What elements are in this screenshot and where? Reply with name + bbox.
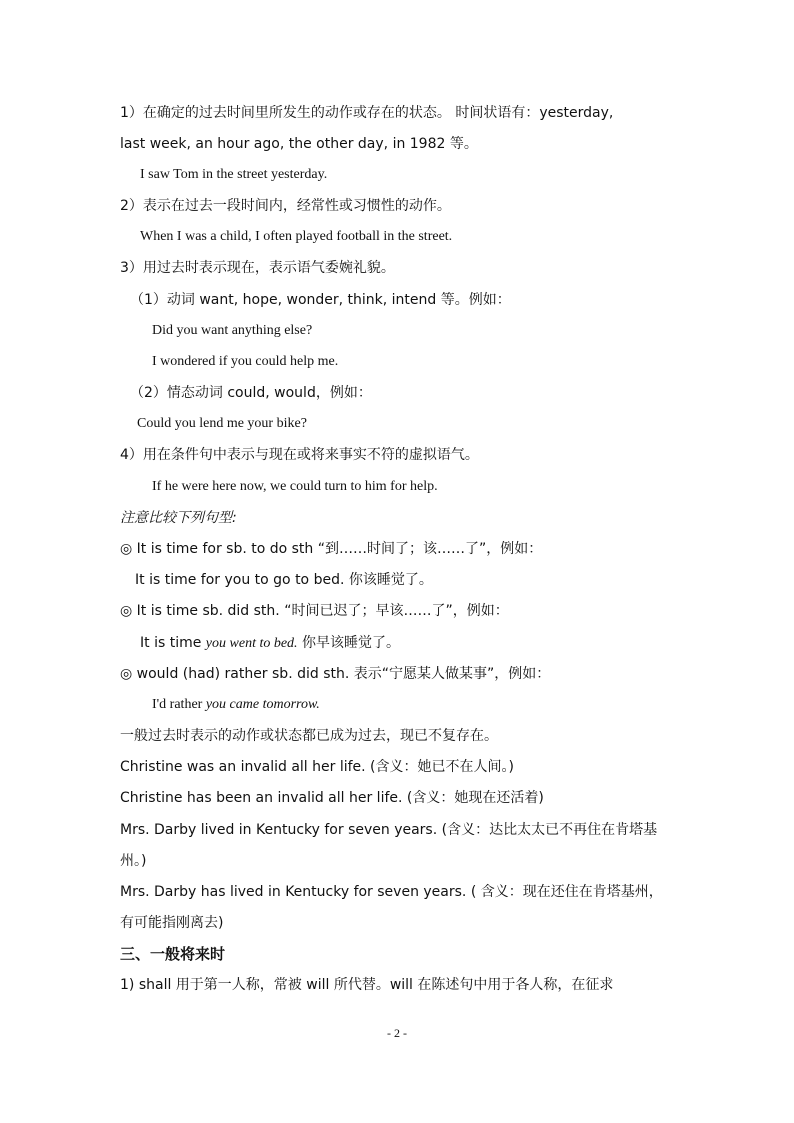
example-sentence: I saw Tom in the street yesterday. [140,167,328,182]
example-sentence: Did you want anything else? [152,323,313,338]
section-heading: 三、一般将来时 [120,945,226,963]
note-heading: 注意比较下列句型: [120,510,237,526]
pattern-line: ◎ It is time for sb. to do sth “到……时间了；该……了”，例如： [120,541,543,557]
example-plain: It is time [140,635,206,651]
text-line: 1) shall 用于第一人称，常被 will 所代替。will 在陈述句中用于各人称，在征求 [120,977,614,993]
example-sentence: When I was a child, I often played football in the street. [140,229,453,244]
example-sentence [152,695,712,715]
text-line: 4）用在条件句中表示与现在或将来事实不符的虚拟语气。 [120,447,479,463]
text-line: 一般过去时表示的动作或状态都已成为过去，现已不复存在。 [120,728,498,744]
text-line: Mrs. Darby has lived in Kentucky for seven years. ( 含义：现在还住在肯塔基州， [120,884,663,900]
text-line: 1）在确定的过去时间里所发生的动作或存在的状态。 时间状语有：yesterday, [120,105,614,121]
example-sentence: I wondered if you could help me. [152,354,339,369]
text-line: last week, an hour ago, the other day, in 1982 等。 [120,136,478,152]
text-line: Christine was an invalid all her life. (含义：她已不在人间。) [120,759,514,775]
pattern-line: ◎ would (had) rather sb. did sth. 表示“宁愿某人做某事”，例如： [120,666,551,682]
text-line: 3）用过去时表示现在，表示语气委婉礼貌。 [120,260,395,276]
example-plain: I'd rather [152,697,206,712]
text-line: 2）表示在过去一段时间内，经常性或习惯性的动作。 [120,198,451,214]
example-italic: you came tomorrow. [205,697,320,712]
text-line: 州。) [120,853,147,869]
text-line: （1）动词 want, hope, wonder, think, intend 等。例如： [130,292,511,308]
text-line: Christine has been an invalid all her life. (含义：她现在还活着) [120,790,544,806]
example-sentence: It is time for you to go to bed. 你该睡觉了。 [135,572,433,588]
pattern-line: ◎ It is time sb. did sth. “时间已迟了；早该……了”，例如： [120,603,509,619]
example-sentence [140,633,700,654]
text-line: （2）情态动词 could, would，例如： [130,385,372,401]
page-number: - 2 - [387,1026,407,1040]
example-sentence: If he were here now, we could turn to him for help. [152,479,438,494]
example-sentence: Could you lend me your bike? [137,416,307,431]
text-line: Mrs. Darby lived in Kentucky for seven years. (含义：达比太太已不再住在肯塔基 [120,822,658,838]
example-translation: 你早该睡觉了。 [297,635,401,651]
text-line: 有可能指刚离去) [120,915,224,931]
example-italic: you went to bed. [205,636,298,651]
